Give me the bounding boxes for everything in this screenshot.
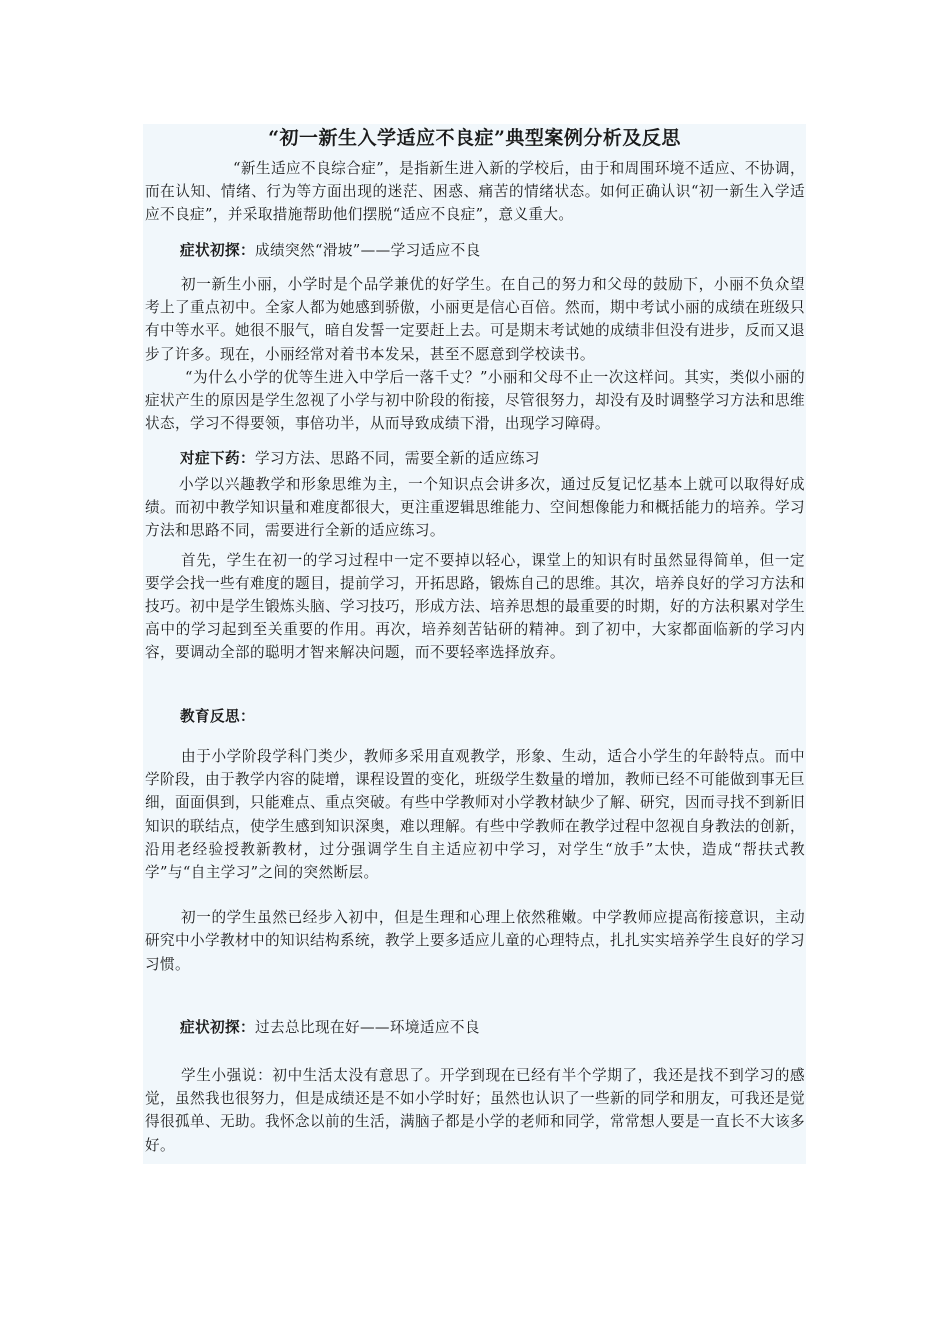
- section1-heading: [180, 239, 481, 262]
- section2-paragraph-2: 首先，学生在初一的学习过程中一定不要掉以轻心，课堂上的知识有时虽然显得简单，但一定要学会找一些有难度的题目，提前学习，开拓思路，锻炼自己的思维。其次，培养良好的学习方法和技巧。初中是学生锻炼头脑、学习技巧，形成方法、培养思想的最重要的时期，好的方法积累对学生高中的学习起到至关重要的作用。再次，培养刻苦钻研的精神。到了初中，大家都面临新的学习内容，要调动全部的聪明才智来解决问题，而不要轻率选择放弃。: [145, 551, 805, 662]
- intro-text: “新生适应不良综合症”，是指新生进入新的学校后，由于和周围环境不适应、不协调，而在认知、情绪、行为等方面出现的迷茫、困惑、痛苦的情绪状态。如何正确认识“初一新生入学适应不良症”，并采取措施帮助他们摆脱“适应不良症”，意义重大。: [145, 160, 805, 224]
- section3-paragraph-1: 由于小学阶段学科门类少，教师多采用直观教学，形象、生动，适合小学生的年龄特点。而中学阶段，由于教学内容的陡增，课程设置的变化，班级学生数量的增加，教师已经不可能做到事无巨细，面面俱到，只能难点、重点突破。有些中学教师对小学教材缺少了解、研究，因而寻找不到新旧知识的联结点，使学生感到知识深奥，难以理解。有些中学教师在教学过程中忽视自身教法的创新，沿用老经验授教新教材，过分强调学生自主适应初中学习，对学生“放手”太快，造成“帮扶式教学”与“自主学习”之间的突然断层。: [145, 748, 805, 882]
- section2-label: 对症下药：: [180, 450, 255, 467]
- section1-paragraph-1: 初一新生小丽，小学时是个品学兼优的好学生。在自己的努力和父母的鼓励下，小丽不负众望考上了重点初中。全家人都为她感到骄傲，小丽更是信心百倍。然而，期中考试小丽的成绩在班级只有中等水平。她很不服气，暗自发誓一定要赶上去。可是期末考试她的成绩非但没有进步，反而又退步了许多。现在，小丽经常对着书本发呆，甚至不愿意到学校读书。: [145, 276, 805, 363]
- section4-label: 症状初探：: [180, 1019, 255, 1036]
- section4-subtitle: 过去总比现在好——环境适应不良: [254, 1019, 480, 1036]
- section2-body: [145, 473, 805, 665]
- section3-label: 教育反思：: [180, 708, 255, 725]
- section4-body: [145, 1064, 805, 1157]
- section1-body: [145, 273, 805, 435]
- section1-label: 症状初探：: [180, 242, 255, 259]
- document-title: “初一新生入学适应不良症”典型案例分析及反思: [268, 127, 681, 149]
- section1-subtitle: 成绩突然“滑坡”——学习适应不良: [254, 242, 481, 259]
- section4-paragraph-1: 学生小强说：初中生活太没有意思了。开学到现在已经有半个学期了，我还是找不到学习的感觉，虽然我也很努力，但是成绩还是不如小学时好；虽然也认识了一些新的同学和朋友，可我还是觉得很孤单、无助。我怀念以前的生活，满脑子都是小学的老师和同学，常常想人要是一直长不大该多好。: [145, 1067, 805, 1154]
- section3-heading: [180, 705, 255, 728]
- section2-heading: [180, 447, 540, 470]
- section3-paragraph-2: 初一的学生虽然已经步入初中，但是生理和心理上依然稚嫩。中学教师应提高衔接意识，主动研究中小学教材中的知识结构系统，教学上要多适应儿童的心理特点，扎扎实实培养学生良好的学习习惯。: [145, 909, 805, 973]
- section1-paragraph-2: “为什么小学的优等生进入中学后一落千丈？”小丽和父母不止一次这样问。其实，类似小丽的症状产生的原因是学生忽视了小学与初中阶段的衔接，尽管很努力，却没有及时调整学习方法和思维状态，学习不得要领，事倍功半，从而导致成绩下滑，出现学习障碍。: [145, 368, 805, 433]
- section2-paragraph-1: 小学以兴趣教学和形象思维为主，一个知识点会讲多次，通过反复记忆基本上就可以取得好成绩。而初中教学知识量和难度都很大，更注重逻辑思维能力、空间想像能力和概括能力的培养。学习方法和思路不同，需要进行全新的适应练习。: [145, 476, 805, 540]
- section3-body: [145, 745, 805, 976]
- intro-paragraph: [145, 157, 805, 227]
- section2-subtitle: 学习方法、思路不同，需要全新的适应练习: [254, 450, 540, 467]
- section4-heading: [180, 1016, 480, 1039]
